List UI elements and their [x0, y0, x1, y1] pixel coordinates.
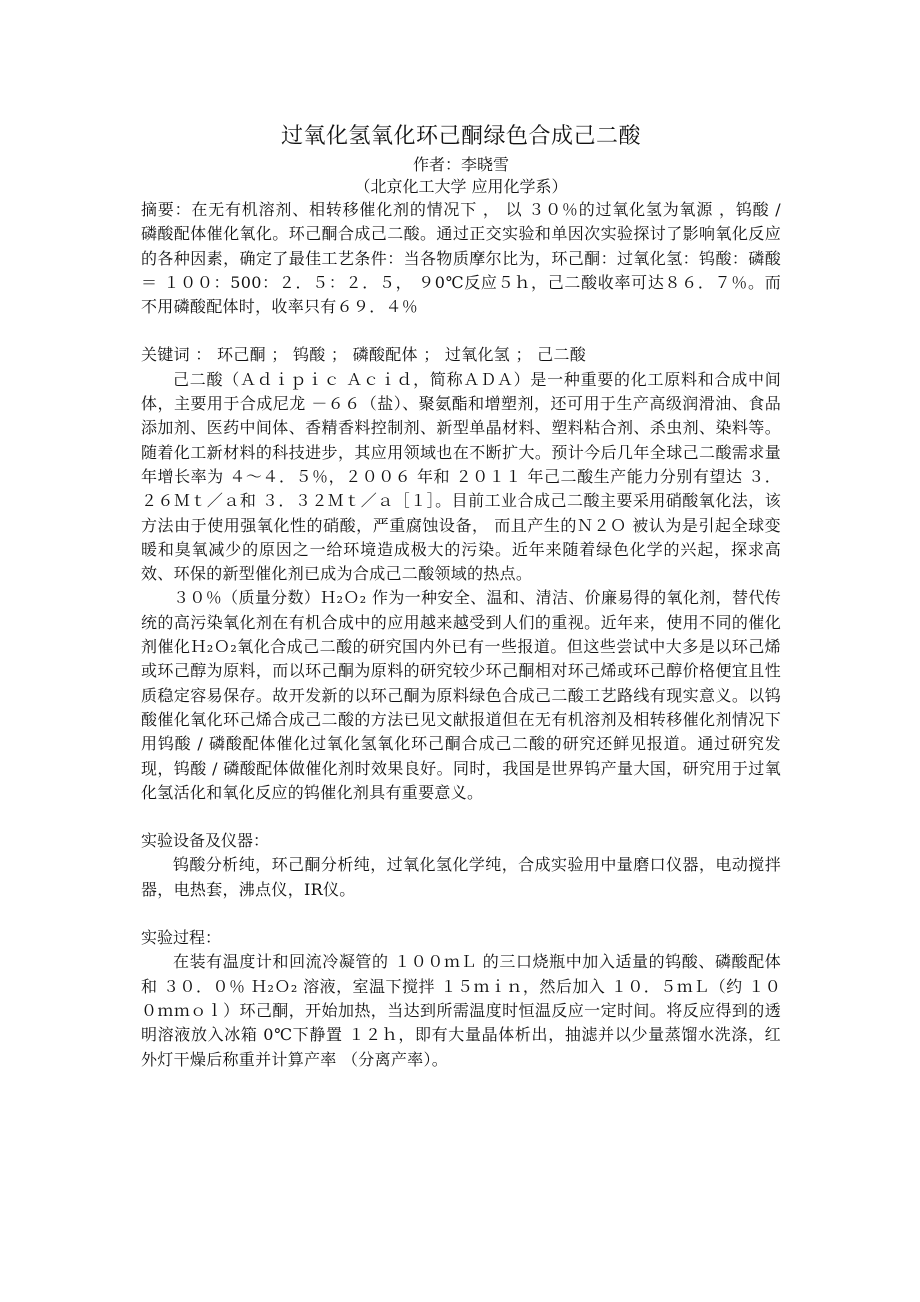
equipment-paragraph: 钨酸分析纯，环己酮分析纯，过氧化氢化学纯，合成实验用中量磨口仪器，电动搅拌器，电热套，沸点仪，IR仪。 — [141, 855, 781, 899]
spacer — [141, 805, 781, 829]
intro-paragraph-1: 己二酸（Ａｄｉｐｉｃ Ａｃｉｄ，简称ＡＤＡ）是一种重要的化工原料和合成中间体，主要用于合成尼龙 －６６（盐）、聚氨酯和增塑剂，还可用于生产高级润滑油、食品添加剂、医药中间体、香精香料控制剂、新型单晶材料、塑料粘合剂、杀虫剂、染料等。随着化工新材料的科技进步，其应用领域也在不断扩大。预计今后几年全球己二酸需求量年增长率为 ４～４．５％，２００６ 年和 ２０１１ 年己二酸生产能力分别有望达 ３．２６Ｍｔ／ａ和 ３．３２Ｍｔ／ａ［１］。目前工业合成己二酸主要采用硝酸氧化法，该方法由于使用强氧化性的硝酸，严重腐蚀设备， 而且产生的Ｎ２Ｏ 被认为是引起全球变暖和臭氧减少的原因之一给环境造成极大的污染。近年来随着绿色化学的兴起，探求高效、环保的新型催化剂已成为合成己二酸领域的热点。 — [141, 369, 781, 584]
author-line: 作者：李晓雪 — [412, 155, 509, 174]
document-title: 过氧化氢氧化环己酮绿色合成己二酸 — [280, 124, 641, 149]
process-paragraph: 在装有温度计和回流冷凝管的 １００ｍＬ 的三口烧瓶中加入适量的钨酸、磷酸配体和 ３０．０％ Ｈ₂Ｏ₂ 溶液，室温下搅拌 １５ｍｉｎ，然后加入 １０．５ｍＬ（约 １００ｍｍｏｌ）环己酮，开始加热，当达到所需温度时恒温反应一定时间。将反应得到的透明溶液放入冰箱 0℃下静置 １２ｈ，即有大量晶体析出，抽滤并以少量蒸馏水洗涤，红外灯干燥后称重并计算产率 （分离产率）。 — [141, 952, 781, 1069]
abstract-paragraph: 摘要：在无有机溶剂、相转移催化剂的情况下 ， 以 ３０％的过氧化氢为氧源 ，钨酸 / 磷酸配体催化氧化。环己酮合成己二酸。通过正交实验和单因次实验探讨了影响氧化反应的各种因素，确定了最佳工艺条件：当各物质摩尔比为，环己酮：过氧化氢：钨酸：磷酸 ＝ １００：500：２．５：２．５， ９0℃反应５ｈ，己二酸收率可达８６．７％。而不用磷酸配体时，收率只有６９．４％ — [141, 200, 781, 317]
spacer — [141, 319, 781, 343]
intro-paragraph-2: ３０％（质量分数）Ｈ₂Ｏ₂ 作为一种安全、温和、清洁、价廉易得的氧化剂，替代传统的高污染氧化剂在有机合成中的应用越来越受到人们的重视。近年来，使用不同的催化剂催化Ｈ₂Ｏ₂氧化合成己二酸的研究国内外已有一些报道。但这些尝试中大多是以环己烯或环己醇为原料，而以环己酮为原料的研究较少环己酮相对环己烯或环己醇价格便宜且性质稳定容易保存。故开发新的以环己酮为原料绿色合成己二酸工艺路线有现实意义。以钨酸催化氧化环己烯合成己二酸的方法已见文献报道但在无有机溶剂及相转移催化剂情况下用钨酸 / 磷酸配体催化过氧化氢氧化环己酮合成己二酸的研究还鲜见报道。通过研究发现，钨酸 / 磷酸配体做催化剂时效果良好。同时，我国是世界钨产量大国，研究用于过氧化氢活化和氧化反应的钨催化剂具有重要意义。 — [141, 588, 781, 802]
equipment-heading: 实验设备及仪器： — [141, 831, 270, 851]
document-body — [141, 122, 781, 1072]
affiliation-line: （北京化工大学 应用化学系） — [354, 177, 568, 196]
process-heading: 实验过程： — [141, 928, 222, 948]
spacer — [141, 902, 781, 926]
keywords-line: 关键词 ： 环己酮 ； 钨酸 ； 磷酸配体 ； 过氧化氢 ； 己二酸 — [141, 345, 587, 365]
